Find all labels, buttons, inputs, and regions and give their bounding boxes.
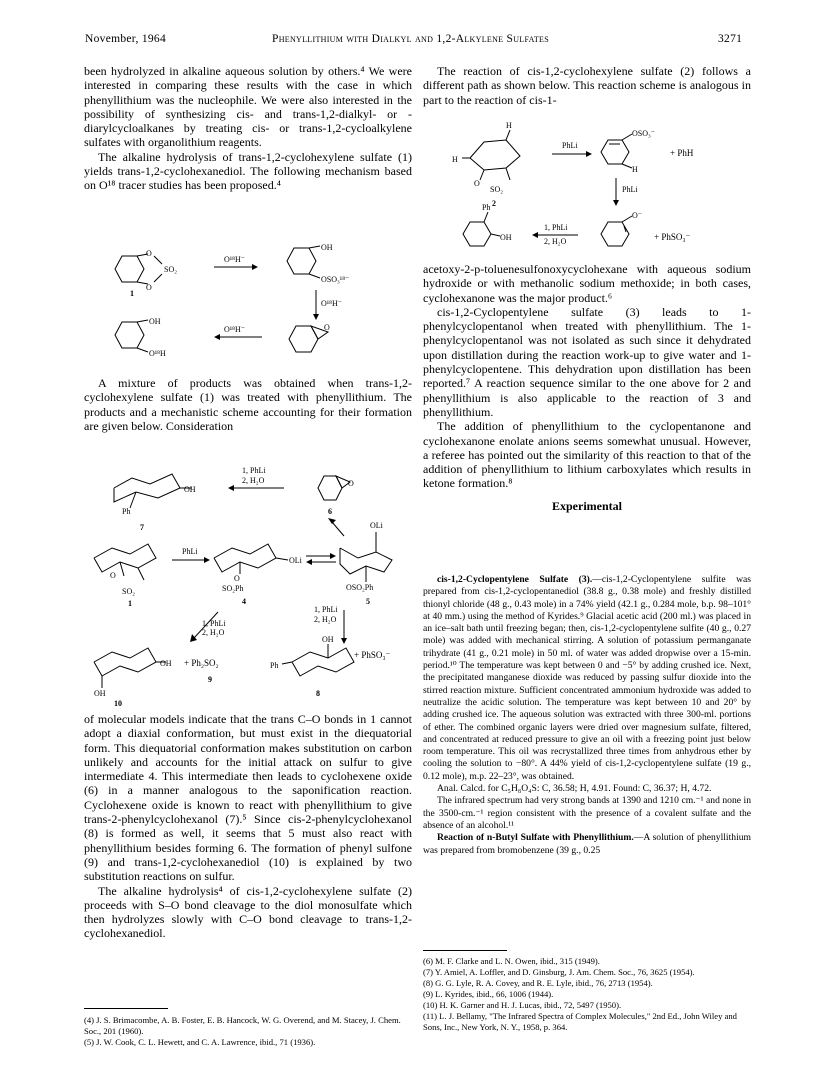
- reagent-label: 2, H₂O: [314, 615, 337, 624]
- phenyl-label: Ph: [270, 661, 279, 670]
- compound-number: 1: [130, 289, 134, 298]
- right-footnotes: [423, 956, 751, 1033]
- reagent-label: PhLi: [182, 547, 198, 556]
- so2-label: SO₂: [164, 265, 178, 274]
- sulfonyl-label: SO₂Ph: [222, 584, 244, 593]
- alkoxide-label: OLi: [289, 556, 302, 565]
- hydroxyl-label: OH: [321, 243, 333, 252]
- oxygen-label: O: [234, 574, 240, 583]
- hydroxyl-label: OH: [184, 485, 196, 494]
- oxygen-label: O: [146, 283, 152, 292]
- reagent-label: O¹⁸H⁻: [224, 325, 245, 334]
- right-column-middle: [423, 262, 751, 523]
- analysis-paragraph: Anal. Calcd. for C₅H₈O₄S: C, 36.58; H, 4.91. Found: C, 36.37; H, 4.72.: [437, 783, 712, 795]
- oxygen-label: O: [324, 323, 330, 332]
- reagent-label: 1, PhLi: [202, 619, 226, 628]
- footnote-4: (4) J. S. Brimacombe, A. B. Foster, E. B. Hancock, W. G. Overend, and M. Stacey, J. Chem. Soc., 201 (1960).: [84, 1015, 401, 1036]
- experimental-title: cis-1,2-Cyclopentylene Sulfate (3).: [437, 574, 593, 585]
- experimental-paragraph: [423, 574, 751, 783]
- experimental-text: —cis-1,2-Cyclopentylene sulfite was prepared from cis-1,2-cyclopentanediol (38.8 g., 0.38 mole) and freshly distilled thionyl chloride (48 g., 0.43 mole) in a 74% yield (42.1 g., 0.284 mole, b.p. 98–101° at 40 mm.) using the method of Kyrides.⁹ Glacial acetic acid (200 ml.) was placed in an ice–salt bath until freezing began; then, cis-1,2-cyclopentylene sulfite (40 g., 0.27 mole) was added with mechanical stirring. A solution of potassium permanganate trihydrate (41 g., 0.21 mole) in 50 ml. of water was added dropwise over a 15-min. period.¹⁰ The temperature was kept between 0 and −5° by adding crushed ice. Next, the precipitated manganese dioxide was reduced by passing sulfur dioxide into the stirred reaction mixture. Sufficient concentrated ammonium hydroxide was added to neutralize the acidic solution. The temperature was kept between 10 and 20° by adding crushed ice. The aqueous solution was extracted with three 300-ml. portions of ether. The combined organic layers were dried over magnesium sulfate, filtered, and concentrated at reduced pressure to give an oil with a freezing point just below room temperature. This oil was recrystallized three times from anhydrous ether by cooling the solution to −80°. A 44% yield of cis-1,2-cyclopentylene sulfate (19 g., 0.12 mole), m.p. 22–23°, was obtained.: [423, 574, 751, 782]
- paragraph: A mixture of products was obtained when trans-1,2-cyclohexylene sulfate (1) was treated with phenyllithium. The products and a mechanistic scheme accounting for their formation are given below. Consideration: [84, 376, 412, 433]
- experimental-text: —A solution of phenyllithium was prepared from bromobenzene (39 g., 0.25: [423, 832, 751, 856]
- reagent-label: 2, H₂O: [242, 476, 265, 485]
- phenyl-label: Ph: [482, 203, 491, 212]
- footnote-6: (6) M. F. Clarke and L. N. Owen, ibid., 315 (1949).: [423, 956, 600, 966]
- section-heading: Experimental: [552, 498, 622, 513]
- footnote-8: (8) G. G. Lyle, R. A. Covey, and R. E. Lyle, ibid., 76, 2713 (1954).: [423, 978, 653, 988]
- sulfate-anion-label: OSO₃¹⁸⁻: [321, 275, 350, 284]
- o18h-label: O¹⁸H: [149, 349, 166, 358]
- right-column-top: [423, 64, 751, 107]
- paragraph: The addition of phenyllithium to the cyclopentanone and cyclohexanone enolate anions seems somewhat unusual. However, a referee has pointed out the similarity of this reaction to that of the addition of phenyllithium to lithium carboxylates which results in ketone formation.⁸: [423, 419, 751, 491]
- oxygen-label: O: [110, 571, 116, 580]
- reagent-label: PhLi: [622, 185, 638, 194]
- reagent-label: 2, H₂O: [544, 237, 567, 246]
- compound-number: 9: [208, 675, 212, 684]
- compound-number: 10: [114, 699, 122, 708]
- paragraph: of molecular models indicate that the trans C–O bonds in 1 cannot adopt a diaxial conformation, but must exist in the diequatorial form. This diequatorial conformation makes substitution on carbon unlikely and accounts for the initial attack on sulfur to give intermediate 4. This intermediate then leads to cyclohexene oxide (6) in a manner analogous to the saponification reaction. Cyclohexene oxide is known to react with phenyllithium to give trans-2-phenylcyclohexanol (7).⁵ Since cis-2-phenylcyclohexanol (8) is formed as well, it seems that 5 must also react with phenyllithium besides forming 6. The formation of phenyl sulfone (9) and trans-1,2-cyclohexanediol (10) is explained by two substitution reactions on sulfur.: [84, 712, 412, 884]
- reagent-label: 1, PhLi: [314, 605, 338, 614]
- benzene-label: + PhH: [670, 148, 694, 158]
- compound-number: 2: [492, 199, 496, 208]
- paragraph: acetoxy-2-p-toluenesulfonoxycyclohexane with aqueous sodium hydroxide or with methanolic sodium methoxide; in both cases, cyclohexanone was the major product.⁶: [423, 262, 751, 305]
- ir-paragraph: The infrared spectrum had very strong bands at 1390 and 1210 cm.⁻¹ and none in the 3500-cm.⁻¹ region consistent with the presence of a covalent sulfate and the absence of an alcohol.¹¹: [423, 795, 751, 831]
- footnote-5: (5) J. W. Cook, C. L. Hewett, and C. A. Lawrence, ibid., 71 (1936).: [84, 1037, 316, 1047]
- so2-label: SO₂: [490, 185, 504, 194]
- sulfonate-anion-label: + PhSO₃⁻: [354, 650, 391, 660]
- compound-number: 7: [140, 523, 144, 532]
- footnote-10: (10) H. K. Garner and H. J. Lucas, ibid., 72, 5497 (1950).: [423, 1000, 622, 1010]
- reagent-label: O¹⁸H⁻: [224, 255, 245, 264]
- paragraph: The reaction of cis-1,2-cyclohexylene sulfate (2) follows a different path as shown below. This reaction scheme is analogous in part to the reaction of cis-1-: [423, 64, 751, 107]
- hydrogen-label: H: [452, 155, 458, 164]
- sulfonate-anion-label: + PhSO₃⁻: [654, 232, 691, 242]
- footnote-9: (9) L. Kyrides, ibid., 66, 1006 (1944).: [423, 989, 554, 999]
- footnote-rule: [84, 1008, 168, 1009]
- left-column-middle: [84, 376, 412, 433]
- experimental-section: [423, 574, 751, 857]
- left-column-bottom: [84, 712, 412, 941]
- oxygen-label: O: [146, 249, 152, 258]
- reagent-label: 1, PhLi: [242, 466, 266, 475]
- compound-number: 8: [316, 689, 320, 698]
- left-column-top: [84, 64, 412, 193]
- left-footnotes: [84, 1015, 412, 1048]
- alkoxide-label: OLi: [370, 521, 383, 530]
- compound-number: 5: [366, 597, 370, 606]
- reagent-label: PhLi: [562, 141, 578, 150]
- paragraph: The alkaline hydrolysis⁴ of cis-1,2-cyclohexylene sulfate (2) proceeds with S–O bond cleavage to the diol monosulfate which then hydrolyzes slowly with C–O bond cleavage to trans-1,2-cyclohexanediol.: [84, 883, 412, 941]
- experimental-paragraph: [423, 832, 751, 857]
- sulfone-label: + Ph₂SO₂: [184, 658, 219, 668]
- reagent-label: O¹⁸H⁻: [321, 299, 342, 308]
- scheme-hydrolysis-mechanism: [84, 234, 414, 384]
- hydroxyl-label: OH: [500, 233, 512, 242]
- hydroxyl-label: OH: [322, 635, 334, 644]
- reagent-label: 1, PhLi: [544, 223, 568, 232]
- enolate-oxygen-label: O⁻: [632, 211, 642, 220]
- paragraph: cis-1,2-Cyclopentylene sulfate (3) leads to 1-phenylcyclopentanol when treated with phenyllithium. The 1-phenylcyclopentanol was not isolated as such since it dehydrated upon distillation during the reaction work-up to give water and 1-phenylcyclopentene. This dehydration upon distillation has been reported.⁷ A reaction sequence similar to the one above for 2 and phenyllithium is also applicable to the reaction of 3 and phenyllithium.: [423, 304, 751, 419]
- phenyl-label: Ph: [122, 507, 131, 516]
- running-header-date: November, 1964: [85, 33, 167, 45]
- scheme-cis-sulfate-reaction: [440, 118, 740, 258]
- footnote-7: (7) Y. Amiel, A. Loffler, and D. Ginsburg, J. Am. Chem. Soc., 76, 3625 (1954).: [423, 967, 695, 977]
- hydroxyl-label: OH: [149, 317, 161, 326]
- paragraph: The alkaline hydrolysis of trans-1,2-cyclohexylene sulfate (1) yields trans-1,2-cyclohexanediol. The following mechanism based on O¹⁸ tracer studies has been proposed.⁴: [84, 149, 412, 193]
- sulfonate-label: OSO₂Ph: [346, 583, 374, 592]
- hydrogen-label: H: [632, 165, 638, 174]
- sulfate-anion-label: OSO₃⁻: [632, 129, 656, 138]
- compound-number: 6: [328, 507, 332, 516]
- oxygen-label: O: [348, 479, 354, 488]
- reagent-label: 2, H₂O: [202, 628, 225, 637]
- hydroxyl-label: OH: [94, 689, 106, 698]
- hydrogen-label: H: [506, 121, 512, 130]
- scheme-phenyllithium-trans-sulfate: [84, 448, 414, 710]
- compound-number: 1: [128, 599, 132, 608]
- page-number: 3271: [718, 33, 743, 45]
- experimental-title: Reaction of n-Butyl Sulfate with Phenyllithium.: [437, 832, 634, 844]
- footnote-11: (11) L. J. Bellamy, "The Infrared Spectra of Complex Molecules," 2nd Ed., John Wiley and Sons, Inc., New York, N. Y., 1958, p. 364.: [423, 1011, 737, 1032]
- running-header-title: Phenyllithium with Dialkyl and 1,2-Alkylene Sulfates: [272, 33, 549, 45]
- paragraph: been hydrolyzed in alkaline aqueous solution by others.⁴ We were interested in comparing these results with the case in which phenyllithium was the nucleophile. We were also interested in the possibility of synthesizing cis- and trans-1,2-dialkyl- or -diarylcycloalkanes by treating cis- or trans-1,2-cycloalkylene sulfates with organolithium reagents.: [84, 64, 412, 150]
- oxygen-label: O: [474, 179, 480, 188]
- so2-label: SO₂: [122, 587, 136, 596]
- compound-number: 4: [242, 597, 246, 606]
- hydroxyl-label: OH: [160, 659, 172, 668]
- footnote-rule: [423, 950, 507, 951]
